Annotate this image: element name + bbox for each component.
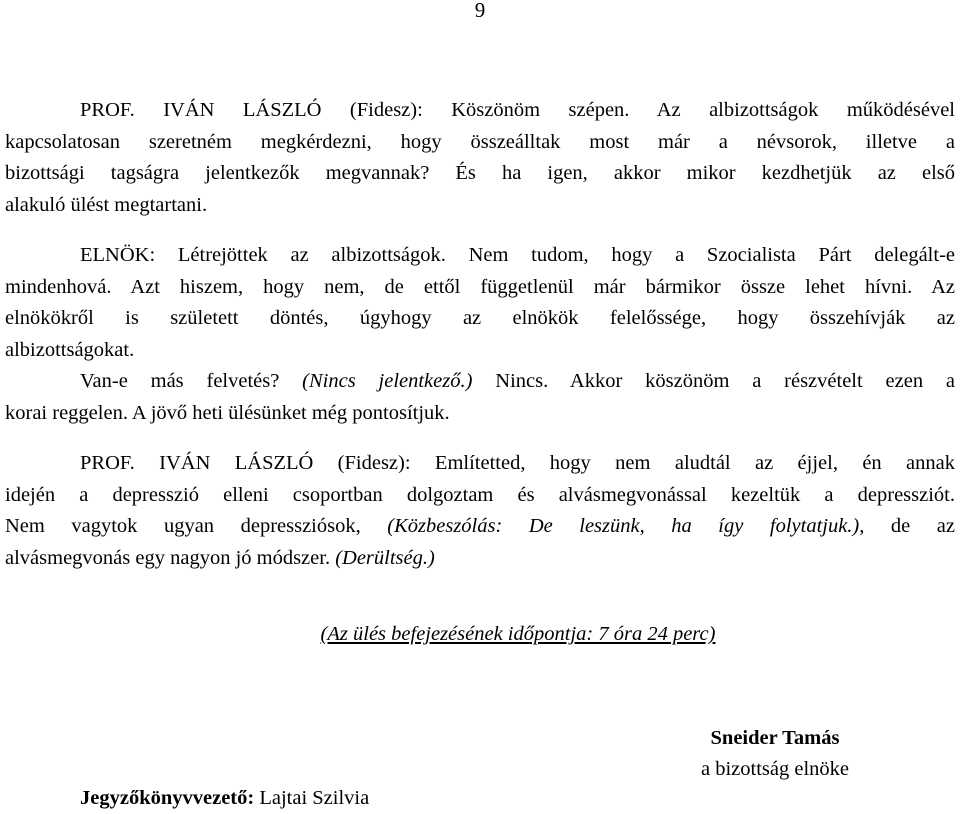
chair-name: Sneider Tamás	[710, 727, 840, 749]
text-line: Nem vagytok ugyan depressziósok, (Közbeszólás: De leszünk, ha így folytatjuk.), de az	[5, 515, 956, 537]
text-line: kapcsolatosan szeretném megkérdezni, hogy összeálltak most már a névsorok, illetve a	[5, 130, 955, 153]
clerk-signature	[80, 783, 369, 814]
paragraph-elnok-answer	[5, 240, 955, 429]
text-line: mindenhová. Azt hiszem, hogy nem, de ettől függetlenül már bármikor össze lehet hívni. Az	[5, 275, 955, 298]
paragraph-ivan-laszlo-question	[5, 95, 955, 221]
text-line: korai reggelen. A jövő heti ülésünket még pontosítjuk.	[5, 401, 450, 424]
clerk-label: Jegyzőkönyvvezető:	[80, 787, 255, 809]
text-line: elnökökről is született döntés, úgyhogy az elnökök felelőssége, hogy összehívják az	[5, 307, 955, 329]
aside-nincs-jelentkezo: (Nincs jelentkező.)	[302, 370, 473, 392]
chair-signature-block	[680, 723, 870, 785]
chair-title: a bizottság elnöke	[700, 758, 849, 780]
text-line: Van-e más felvetés? (Nincs jelentkező.) Nincs. Akkor köszönöm a részvételt ezen a	[80, 370, 955, 392]
paragraph-ivan-laszlo-remark	[5, 448, 955, 574]
aside-kozbeszolas: (Közbeszólás: De leszünk, ha így folytatjuk.),	[387, 515, 865, 537]
text-line: alvásmegvonás egy nagyon jó módszer. (Derültség.)	[5, 546, 435, 569]
text-line: alakuló ülést megtartani.	[5, 193, 208, 216]
text-line: albizottságokat.	[5, 338, 135, 361]
text-line: PROF. IVÁN LÁSZLÓ (Fidesz): Említetted, hogy nem aludtál az éjjel, én annak	[80, 452, 955, 474]
clerk-name: Lajtai Szilvia	[254, 787, 370, 809]
text-line: PROF. IVÁN LÁSZLÓ (Fidesz): Köszönöm szépen. Az albizottságok működésével	[80, 99, 955, 121]
text-line: bizottsági tagságra jelentkezők megvannak? És ha igen, akkor mikor kezdhetjük az első	[5, 162, 955, 184]
text-line: ELNÖK: Létrejöttek az albizottságok. Nem tudom, hogy a Szocialista Párt delegált-e	[80, 244, 955, 266]
text-line: idején a depresszió elleni csoportban dolgoztam és alvásmegvonással kezeltük a depressziót.	[5, 483, 955, 506]
aside-derultseg: (Derültség.)	[335, 546, 435, 569]
page-number: 9	[474, 0, 486, 22]
session-end-note: (Az ülés befejezésének időpontja: 7 óra 24 perc)	[320, 623, 716, 645]
